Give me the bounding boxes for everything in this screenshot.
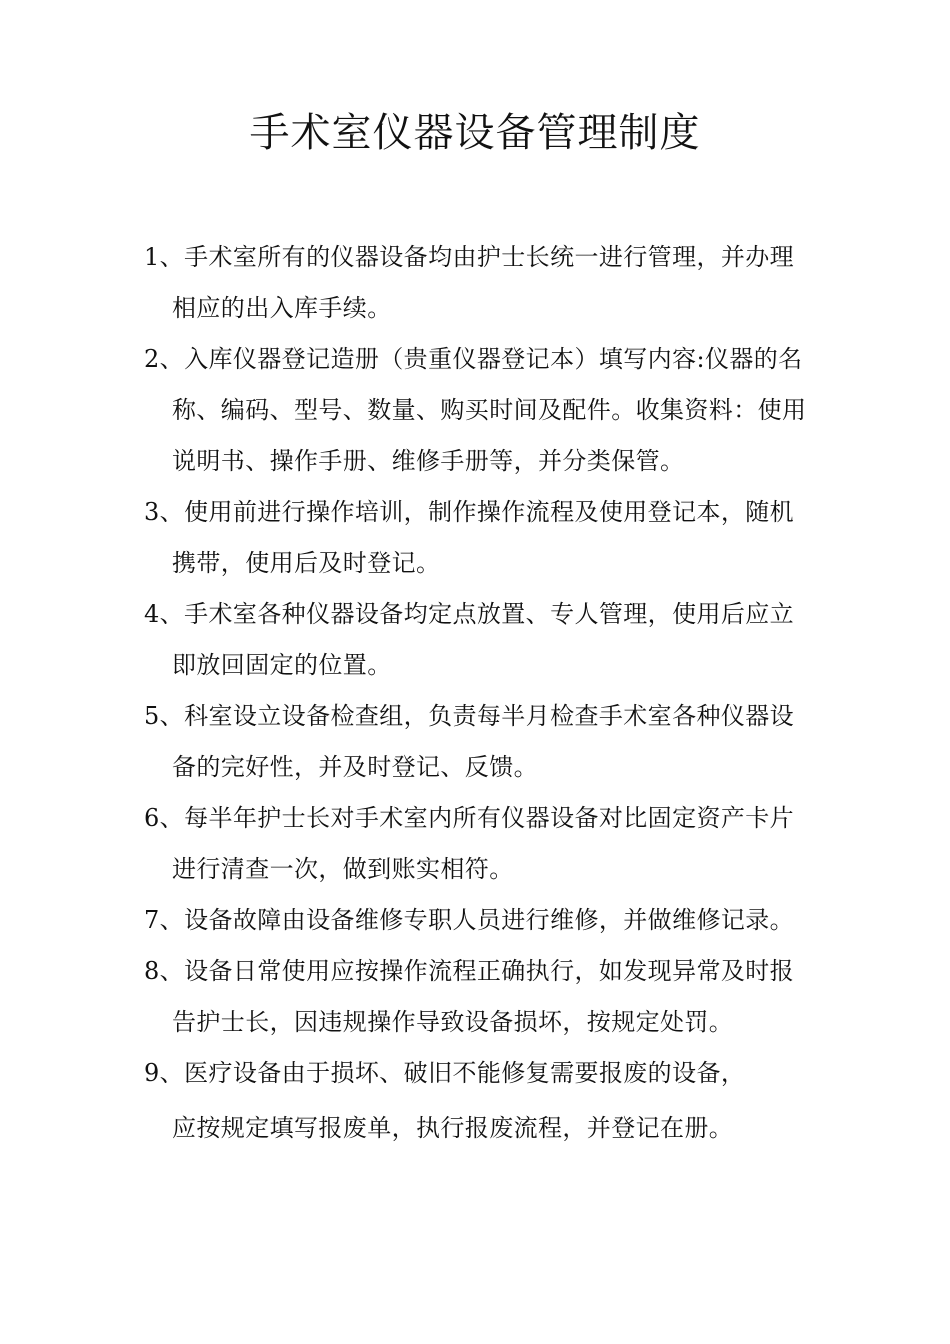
rule-text-continued: 称、编码、型号、数量、购买时间及配件。收集资料：使用	[172, 396, 807, 424]
rule-text: 入库仪器登记造册（贵重仪器登记本）填写内容:仪器的名	[184, 345, 803, 373]
rule-text-continued: 进行清查一次，做到账实相符。	[172, 855, 514, 883]
rule-number: 4、	[144, 600, 185, 628]
rule-text: 手术室所有的仪器设备均由护士长统一进行管理，并办理	[184, 243, 795, 271]
rule-item-6	[144, 793, 824, 895]
rule-number: 6、	[144, 804, 185, 832]
rule-item-8	[144, 946, 824, 1048]
page-title: 手术室仪器设备管理制度	[249, 110, 701, 156]
rule-number: 7、	[144, 906, 185, 934]
rule-text: 科室设立设备检查组，负责每半月检查手术室各种仪器设	[184, 702, 795, 730]
rule-item-3	[144, 487, 824, 589]
rule-text-continued: 说明书、操作手册、维修手册等，并分类保管。	[172, 447, 685, 475]
rule-text: 医疗设备由于损坏、破旧不能修复需要报废的设备，	[184, 1059, 746, 1087]
rules-list	[144, 232, 824, 1157]
rule-number: 2、	[144, 345, 185, 373]
rule-text-continued: 备的完好性，并及时登记、反馈。	[172, 753, 538, 781]
rule-text-continued: 告护士长，因违规操作导致设备损坏，按规定处罚。	[172, 1008, 734, 1036]
rule-item-7	[144, 895, 824, 946]
rule-number: 1、	[144, 243, 185, 271]
rule-number: 5、	[144, 702, 185, 730]
rule-number: 8、	[144, 957, 185, 985]
rule-item-9	[144, 1048, 824, 1157]
rule-item-1	[144, 232, 824, 334]
rule-item-2	[144, 334, 824, 487]
rule-text: 每半年护士长对手术室内所有仪器设备对比固定资产卡片	[184, 804, 795, 832]
rule-text-continued: 相应的出入库手续。	[172, 294, 392, 322]
rule-text-continued: 即放回固定的位置。	[172, 651, 392, 679]
rule-text: 设备日常使用应按操作流程正确执行，如发现异常及时报	[184, 957, 795, 985]
rule-item-4	[144, 589, 824, 691]
rule-text-continued: 携带，使用后及时登记。	[172, 549, 441, 577]
rule-text: 设备故障由设备维修专职人员进行维修，并做维修记录。	[184, 906, 795, 934]
rule-text: 手术室各种仪器设备均定点放置、专人管理，使用后应立	[184, 600, 795, 628]
rule-item-5	[144, 691, 824, 793]
rule-text-continued: 应按规定填写报废单，执行报废流程，并登记在册。	[172, 1114, 734, 1142]
rule-text: 使用前进行操作培训，制作操作流程及使用登记本，随机	[184, 498, 795, 526]
rule-number: 3、	[144, 498, 185, 526]
rule-number: 9、	[144, 1059, 185, 1087]
